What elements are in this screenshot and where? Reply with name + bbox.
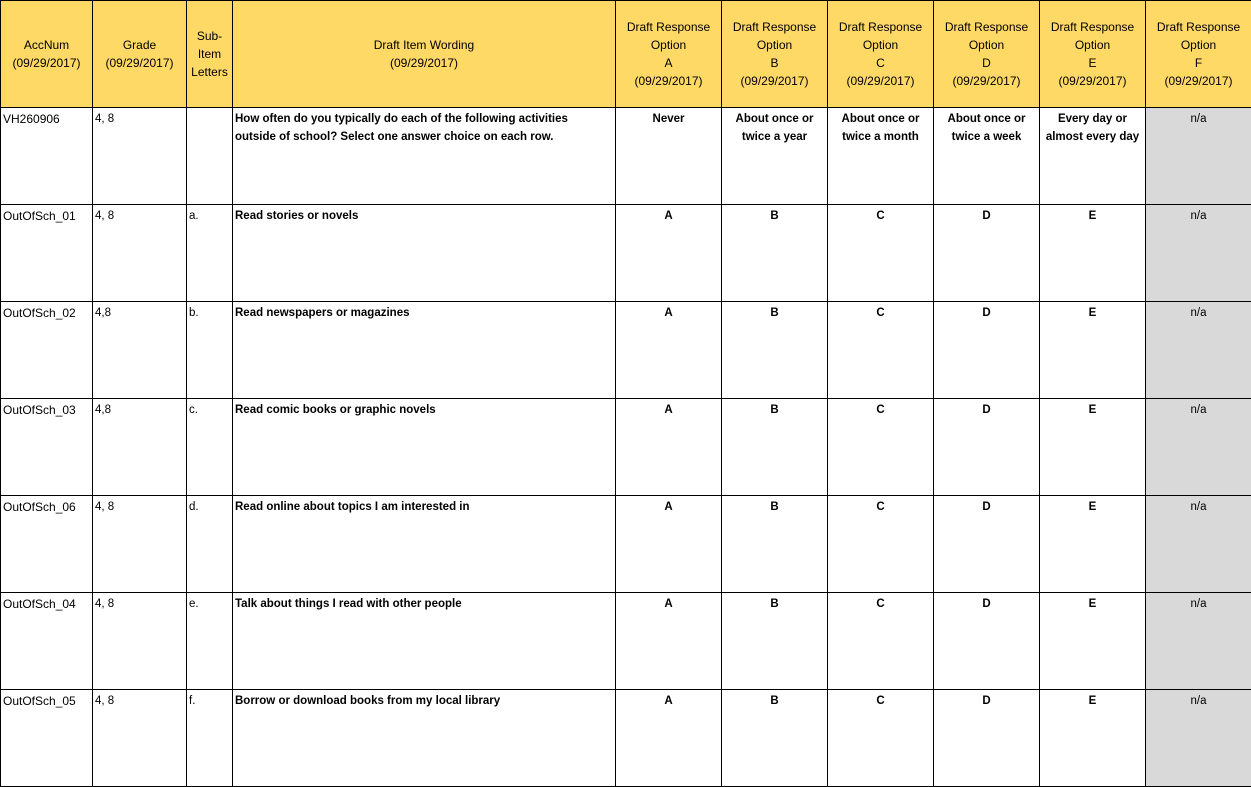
cell-item-wording[interactable]: How often do you typically do each of the following activities outside of school? Select one answer choice on each row. xyxy=(233,108,616,205)
cell-accnum[interactable]: OutOfSch_01 xyxy=(1,205,93,302)
cell-option-e[interactable]: E xyxy=(1040,593,1146,690)
cell-sub-letter[interactable]: e. xyxy=(187,593,233,690)
cell-sub-letter[interactable]: a. xyxy=(187,205,233,302)
header-accnum[interactable]: AccNum (09/29/2017) xyxy=(1,1,93,108)
cell-option-f[interactable]: n/a xyxy=(1146,302,1251,399)
header-sub-item-letters[interactable]: Sub- Item Letters xyxy=(187,1,233,108)
cell-accnum[interactable]: OutOfSch_03 xyxy=(1,399,93,496)
cell-option-b[interactable]: About once or twice a year xyxy=(722,108,828,205)
cell-option-a[interactable]: A xyxy=(616,496,722,593)
table-row xyxy=(1,399,1251,496)
header-option-c[interactable]: Draft Response Option C (09/29/2017) xyxy=(828,1,934,108)
cell-option-a[interactable]: A xyxy=(616,302,722,399)
cell-option-a[interactable]: A xyxy=(616,399,722,496)
table-row xyxy=(1,302,1251,399)
cell-grade[interactable]: 4, 8 xyxy=(93,593,187,690)
cell-option-b[interactable]: B xyxy=(722,302,828,399)
cell-option-b[interactable]: B xyxy=(722,593,828,690)
cell-option-d[interactable]: D xyxy=(934,593,1040,690)
cell-accnum[interactable]: OutOfSch_04 xyxy=(1,593,93,690)
cell-option-c[interactable]: C xyxy=(828,205,934,302)
cell-option-c[interactable]: C xyxy=(828,593,934,690)
table-row xyxy=(1,205,1251,302)
cell-option-c[interactable]: C xyxy=(828,399,934,496)
cell-sub-letter[interactable]: f. xyxy=(187,690,233,787)
header-grade[interactable]: Grade (09/29/2017) xyxy=(93,1,187,108)
header-option-f[interactable]: Draft Response Option F (09/29/2017) xyxy=(1146,1,1251,108)
cell-grade[interactable]: 4,8 xyxy=(93,302,187,399)
cell-grade[interactable]: 4, 8 xyxy=(93,690,187,787)
cell-option-f[interactable]: n/a xyxy=(1146,205,1251,302)
header-option-b[interactable]: Draft Response Option B (09/29/2017) xyxy=(722,1,828,108)
cell-option-b[interactable]: B xyxy=(722,399,828,496)
cell-option-a[interactable]: A xyxy=(616,593,722,690)
cell-option-f[interactable]: n/a xyxy=(1146,690,1251,787)
cell-option-d[interactable]: D xyxy=(934,205,1040,302)
cell-option-b[interactable]: B xyxy=(722,205,828,302)
cell-option-d[interactable]: D xyxy=(934,496,1040,593)
cell-item-wording[interactable]: Read stories or novels xyxy=(233,205,616,302)
cell-option-e[interactable]: E xyxy=(1040,302,1146,399)
cell-accnum[interactable]: VH260906 xyxy=(1,108,93,205)
header-option-e[interactable]: Draft Response Option E (09/29/2017) xyxy=(1040,1,1146,108)
cell-option-a[interactable]: Never xyxy=(616,108,722,205)
cell-option-f[interactable]: n/a xyxy=(1146,399,1251,496)
cell-accnum[interactable]: OutOfSch_06 xyxy=(1,496,93,593)
header-option-a[interactable]: Draft Response Option A (09/29/2017) xyxy=(616,1,722,108)
table-row xyxy=(1,496,1251,593)
cell-item-wording[interactable]: Read comic books or graphic novels xyxy=(233,399,616,496)
cell-grade[interactable]: 4, 8 xyxy=(93,496,187,593)
header-item-wording[interactable]: Draft Item Wording (09/29/2017) xyxy=(233,1,616,108)
cell-option-f[interactable]: n/a xyxy=(1146,496,1251,593)
cell-option-f[interactable]: n/a xyxy=(1146,593,1251,690)
cell-grade[interactable]: 4,8 xyxy=(93,399,187,496)
header-row xyxy=(1,1,1251,108)
cell-option-b[interactable]: B xyxy=(722,690,828,787)
cell-grade[interactable]: 4, 8 xyxy=(93,108,187,205)
cell-option-a[interactable]: A xyxy=(616,205,722,302)
cell-option-d[interactable]: D xyxy=(934,399,1040,496)
table-row xyxy=(1,690,1251,787)
cell-option-f[interactable]: n/a xyxy=(1146,108,1251,205)
cell-grade[interactable]: 4, 8 xyxy=(93,205,187,302)
cell-option-c[interactable]: C xyxy=(828,496,934,593)
cell-sub-letter[interactable]: c. xyxy=(187,399,233,496)
header-option-d[interactable]: Draft Response Option D (09/29/2017) xyxy=(934,1,1040,108)
cell-accnum[interactable]: OutOfSch_02 xyxy=(1,302,93,399)
cell-item-wording[interactable]: Read newspapers or magazines xyxy=(233,302,616,399)
cell-option-e[interactable]: E xyxy=(1040,690,1146,787)
cell-option-e[interactable]: Every day or almost every day xyxy=(1040,108,1146,205)
cell-sub-letter[interactable]: d. xyxy=(187,496,233,593)
cell-sub-letter[interactable] xyxy=(187,108,233,205)
table-row xyxy=(1,108,1251,205)
cell-item-wording[interactable]: Talk about things I read with other people xyxy=(233,593,616,690)
cell-sub-letter[interactable]: b. xyxy=(187,302,233,399)
cell-option-b[interactable]: B xyxy=(722,496,828,593)
cell-accnum[interactable]: OutOfSch_05 xyxy=(1,690,93,787)
cell-option-e[interactable]: E xyxy=(1040,496,1146,593)
cell-option-e[interactable]: E xyxy=(1040,205,1146,302)
cell-option-d[interactable]: About once or twice a week xyxy=(934,108,1040,205)
cell-option-c[interactable]: About once or twice a month xyxy=(828,108,934,205)
cell-option-c[interactable]: C xyxy=(828,302,934,399)
cell-option-a[interactable]: A xyxy=(616,690,722,787)
cell-option-d[interactable]: D xyxy=(934,302,1040,399)
cell-option-d[interactable]: D xyxy=(934,690,1040,787)
table-row xyxy=(1,593,1251,690)
cell-item-wording[interactable]: Borrow or download books from my local library xyxy=(233,690,616,787)
cell-option-e[interactable]: E xyxy=(1040,399,1146,496)
cell-option-c[interactable]: C xyxy=(828,690,934,787)
cell-item-wording[interactable]: Read online about topics I am interested in xyxy=(233,496,616,593)
